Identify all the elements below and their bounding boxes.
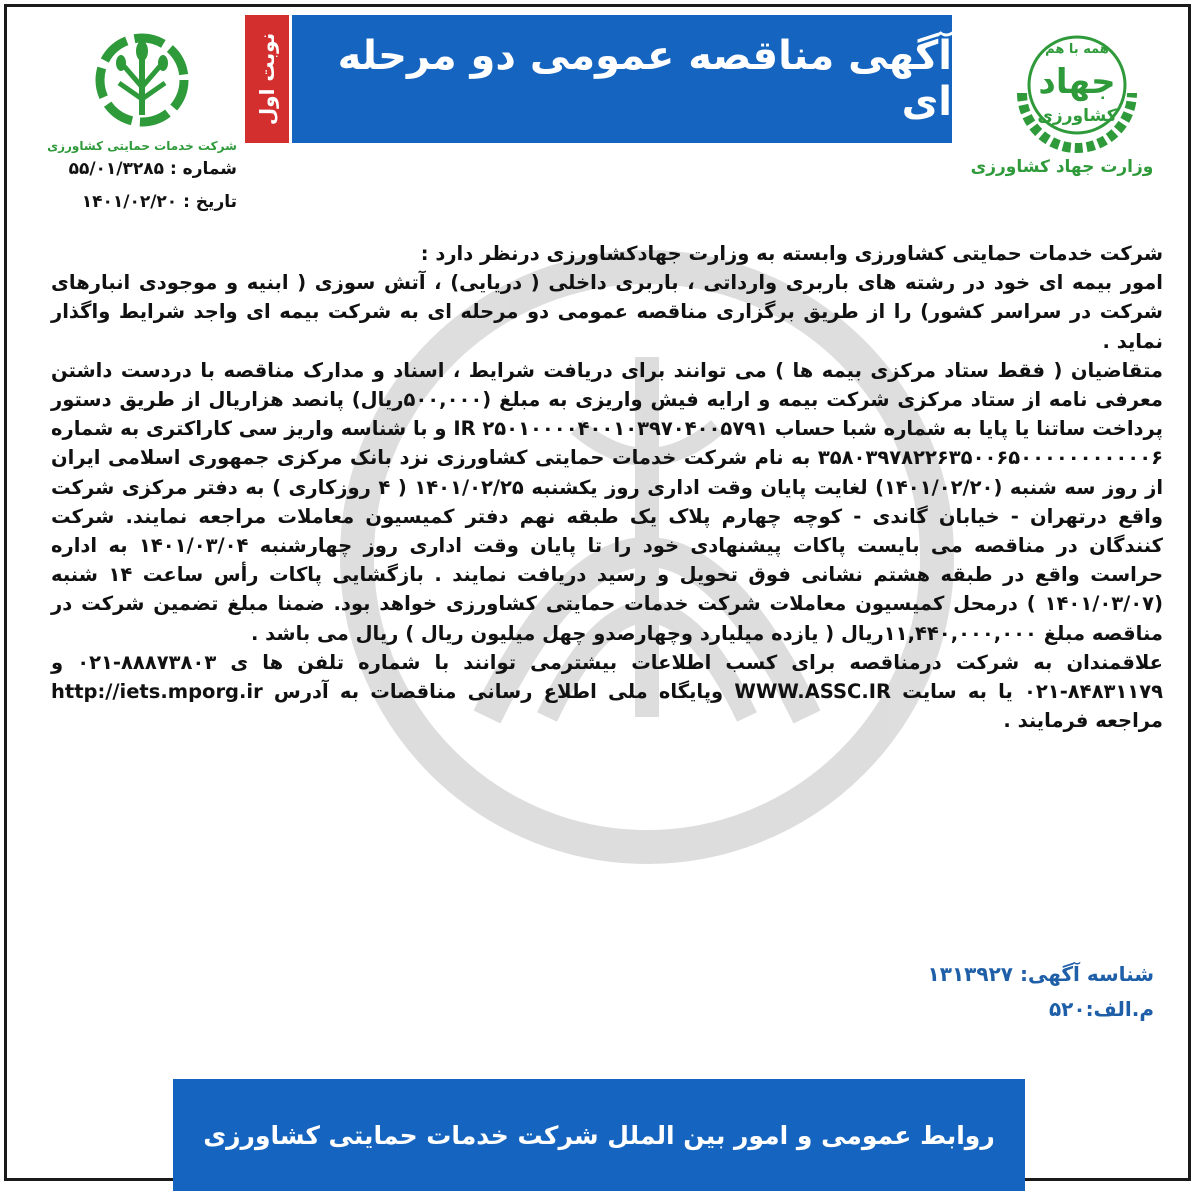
page-title: آگهی مناقصه عمومی دو مرحله ای xyxy=(292,15,952,143)
footer-banner: روابط عمومی و امور بین الملل شرکت خدمات حمایتی کشاورزی xyxy=(173,1079,1025,1191)
ministry-logo xyxy=(1002,23,1152,153)
body-intro: شرکت خدمات حمایتی کشاورزی وابسته به وزارت جهادکشاورزی درنظر دارد : xyxy=(420,242,1163,265)
notice-body xyxy=(51,239,1163,735)
ministry-logo-sub: کشاورزی xyxy=(1037,106,1117,126)
ad-identifier: شناسه آگهی: ۱۳۱۳۹۲۷ xyxy=(927,962,1154,986)
body-subject: امور بیمه ای خود در رشته های باربری وارداتی ، باربری داخلی ( دریایی) ، آتش سوزی ( ابنیه و موجودی انبارهای شرکت در سراسر کشور) را از طریق برگزاری مناقصه عمومی دو مرحله ای به شرکت بیمه ای واجد شرایط واگذار نماید . xyxy=(51,271,1163,353)
body-contact: علاقمندان به شرکت درمناقصه برای کسب اطلاعات بیشترمی توانند با شماره تلفن ها ی ۸۸۸۷۳۸۰۳-۰۲۱ و ۸۴۸۳۱۱۷۹-۰۲۱ یا به سایت WWW.ASSC.IR وپایگاه ملی اطلاع رسانی مناقصات به آدرس http://iets.mporg.ir مراجعه فرمایند . xyxy=(51,650,1163,733)
ad-code: م.الف:۵۲۰ xyxy=(1048,997,1154,1021)
notice-page xyxy=(4,4,1191,1181)
ministry-logo-top: همه با هم xyxy=(1045,42,1109,57)
wheat-emblem-icon xyxy=(47,25,237,155)
reference-number: شماره : ۵۵/۰۱/۳۲۸۵ xyxy=(68,159,237,179)
company-logo-text: شرکت خدمات حمایتی کشاورزی xyxy=(47,139,237,153)
round-tag xyxy=(245,15,289,143)
reference-date: تاریخ : ۱۴۰۱/۰۲/۲۰ xyxy=(81,192,237,212)
round-tag-label: نوبت اول xyxy=(255,32,279,126)
ministry-caption: وزارت جهاد کشاورزی xyxy=(970,157,1154,177)
ministry-emblem-icon xyxy=(1002,23,1152,153)
company-logo xyxy=(47,25,237,155)
ministry-logo-main: جهاد xyxy=(1038,62,1116,102)
body-conditions: متقاضیان ( فقط ستاد مرکزی بیمه ها ) می توانند برای دریافت شرایط ، اسناد و مدارک مناقصه با دردست داشتن معرفی نامه از ستاد مرکزی شرکت بیمه و ارایه فیش واریزی به مبلغ (۵۰۰,۰۰۰ریال) پانصد هزاریال از طریق دستور پرداخت ساتنا یا پایا به شماره شبا حساب IR ۲۵۰۱۰۰۰۰۴۰۰۱۰۳۹۷۰۴۰۰۵۷۹۱ و با شناسه واریز سی کاراکتری به شماره ۳۵۸۰۳۹۷۸۲۲۶۳۵۰۰۶۵۰۰۰۰۰۰۰۰۰۰۰۶ به نام شرکت خدمات حمایتی کشاورزی نزد بانک مرکزی جمهوری اسلامی ایران از روز سه شنبه (۱۴۰۱/۰۲/۲۰) لغایت پایان وقت اداری روز یکشنبه ۱۴۰۱/۰۲/۲۵ ( ۴ روزکاری ) به دفتر مرکزی شرکت واقع درتهران - خیابان گاندی - کوچه چهارم پلاک یک طبقه نهم دفتر کمیسیون معاملات مراجعه نمایند. شرکت کنندگان در مناقصه می بایست پاکات پیشنهادی خود را تا پایان وقت اداری روز چهارشنبه ۱۴۰۱/۰۳/۰۴ به اداره حراست واقع در طبقه هشتم نشانی فوق تحویل و رسید دریافت نمایند . بازگشایی پاکات رأس ساعت ۱۴ شنبه (۱۴۰۱/۰۳/۰۷ ) درمحل کمیسیون معاملات شرکت خدمات حمایتی کشاورزی خواهد بود. ضمنا مبلغ تضمین شرکت در مناقصه مبلغ ۱۱,۴۴۰,۰۰۰,۰۰۰ریال ( یازده میلیارد وچهارصدو چهل میلیون ریال ) ریال می باشد . xyxy=(51,358,1164,645)
